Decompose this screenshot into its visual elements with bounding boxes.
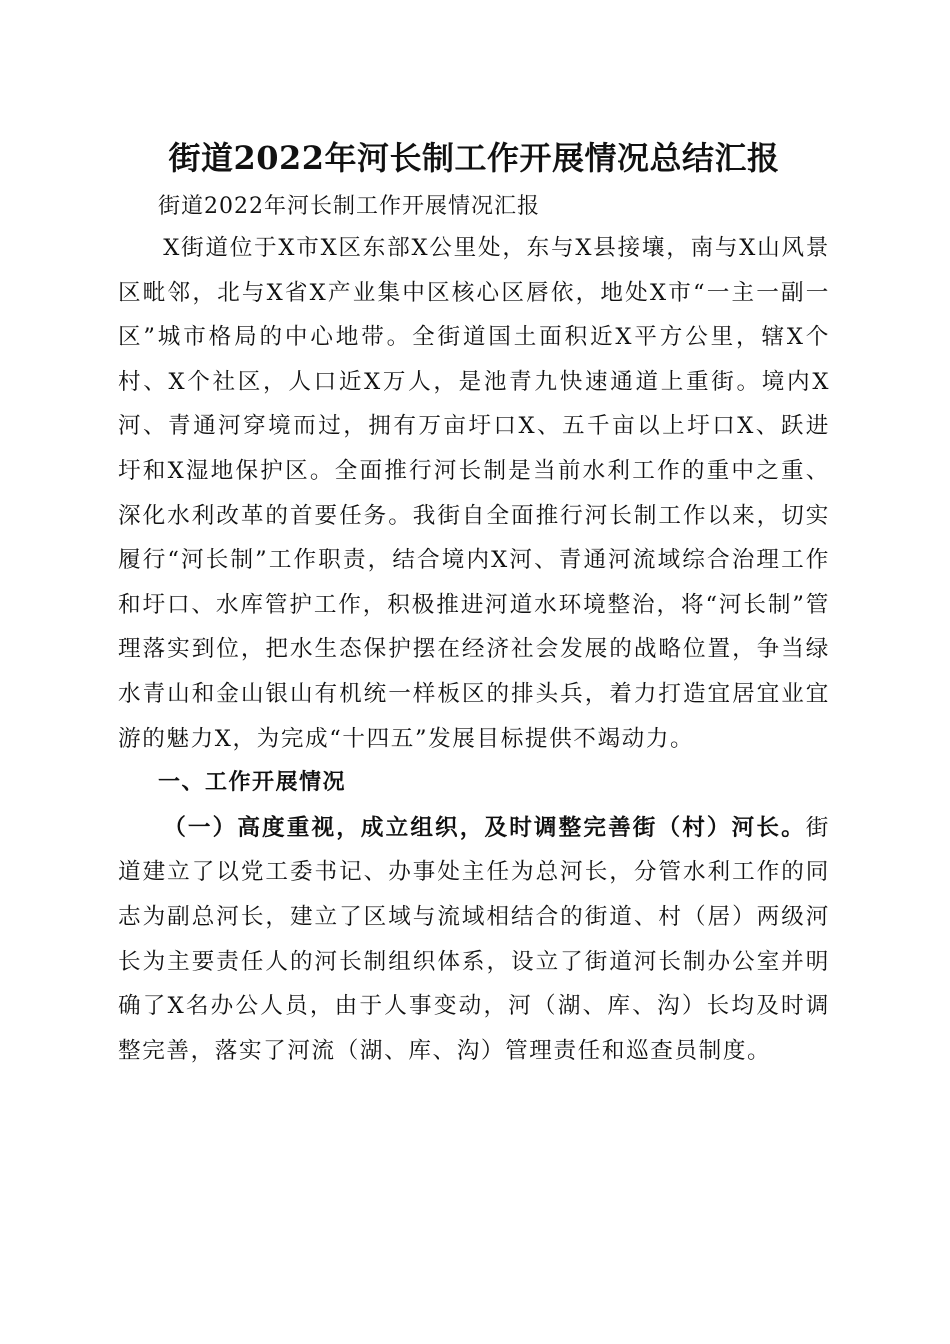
section-heading: 一、工作开展情况 (158, 770, 347, 796)
document-subtitle: 街道2022年河长制工作开展情况汇报 (158, 194, 540, 219)
section-paragraph (118, 806, 830, 1074)
document-page (118, 128, 830, 1073)
intro-paragraph: X街道位于X市X区东部X公里处，东与X县接壤，南与X山风景区毗邻，北与X省X产业集中区核心区唇依，地处X市“一主一副一区”城市格局的中心地带。全街道国土面积近X平方公里，辖X个村、X个社区，人口近X万人，是池青九快速通道上重街。境内X河、青通河穿境而过，拥有万亩圩口X、五千亩以上圩口X、跃进圩和X湿地保护区。全面推行河长制是当前水利工作的重中之重、深化水利改革的首要任务。我街自全面推行河长制工作以来，切实履行“河长制”工作职责，结合境内X河、青通河流域综合治理工作和圩口、水库管护工作，积极推进河道水环境整治，将“河长制”管理落实到位，把水生态保护摆在经济社会发展的战略位置，争当绿水青山和金山银山有机统一样板区的排头兵，着力打造宜居宜业宜游的魅力X，为完成“十四五”发展目标提供不竭动力。 (118, 235, 830, 752)
document-title: 街道2022年河长制工作开展情况总结汇报 (168, 139, 780, 177)
subsection-body: 街道建立了以党工委书记、办事处主任为总河长，分管水利工作的同志为副总河长，建立了区域与流域相结合的街道、村（居）两级河长为主要责任人的河长制组织体系，设立了街道河长制办公室并明确了X名办公人员，由于人事变动，河（湖、库、沟）长均及时调整完善，落实了河流（湖、库、沟）管理责任和巡查员制度。 (118, 814, 830, 1064)
subsection-heading: （一）高度重视，成立组织，及时调整完善街（村）河长。 (163, 814, 806, 841)
